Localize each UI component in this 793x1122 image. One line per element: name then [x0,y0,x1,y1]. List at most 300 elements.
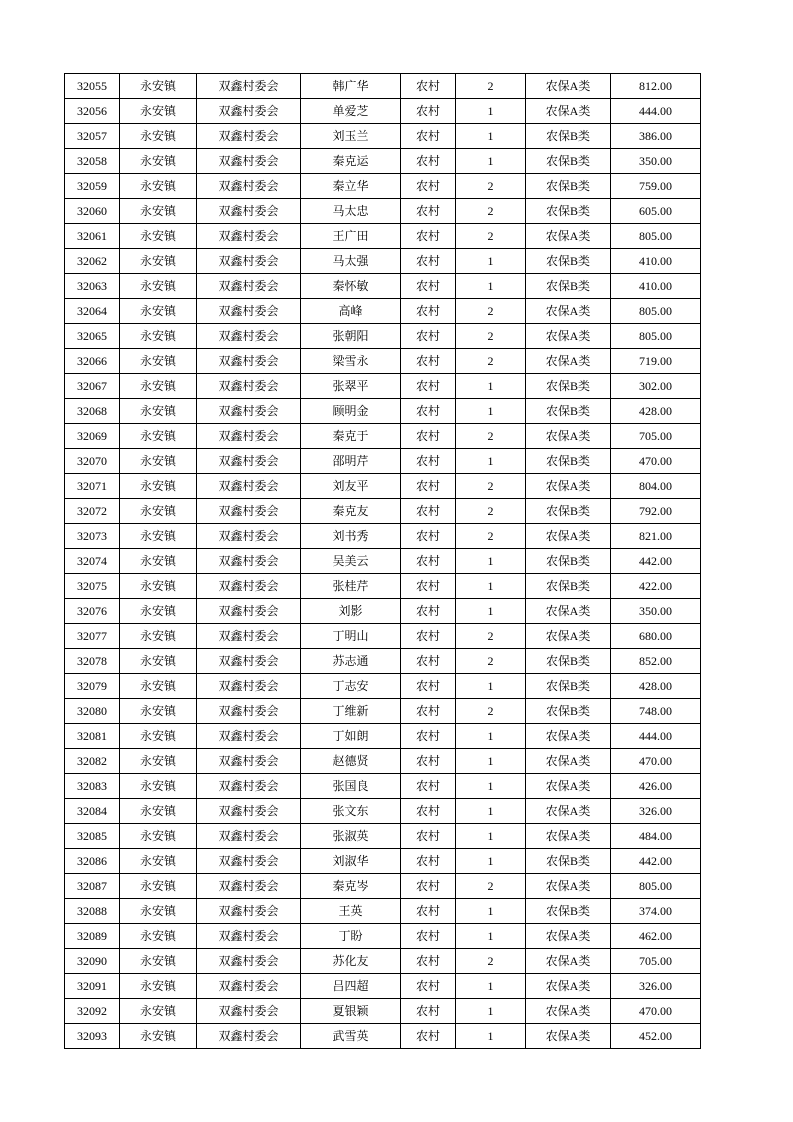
cell-village: 双鑫村委会 [197,324,301,349]
cell-town: 永安镇 [120,674,197,699]
cell-area_type: 农村 [401,249,456,274]
cell-id: 32067 [65,374,120,399]
cell-id: 32056 [65,99,120,124]
cell-name: 马太忠 [301,199,401,224]
cell-id: 32072 [65,499,120,524]
table-row [65,649,701,674]
table-row [65,949,701,974]
cell-town: 永安镇 [120,524,197,549]
cell-count: 1 [456,574,526,599]
table-row [65,174,701,199]
cell-name: 张翠平 [301,374,401,399]
cell-town: 永安镇 [120,449,197,474]
cell-amount: 759.00 [611,174,701,199]
cell-count: 1 [456,924,526,949]
cell-village: 双鑫村委会 [197,724,301,749]
cell-area_type: 农村 [401,99,456,124]
cell-amount: 748.00 [611,699,701,724]
cell-village: 双鑫村委会 [197,299,301,324]
table-row [65,674,701,699]
table-row [65,599,701,624]
cell-town: 永安镇 [120,924,197,949]
cell-count: 1 [456,124,526,149]
cell-village: 双鑫村委会 [197,99,301,124]
cell-town: 永安镇 [120,274,197,299]
table-row [65,124,701,149]
cell-count: 1 [456,374,526,399]
cell-amount: 719.00 [611,349,701,374]
cell-amount: 428.00 [611,674,701,699]
table-row [65,399,701,424]
table-row [65,974,701,999]
cell-area_type: 农村 [401,574,456,599]
cell-area_type: 农村 [401,399,456,424]
cell-village: 双鑫村委会 [197,549,301,574]
cell-count: 1 [456,549,526,574]
cell-area_type: 农村 [401,199,456,224]
cell-area_type: 农村 [401,499,456,524]
cell-category: 农保B类 [526,249,611,274]
cell-area_type: 农村 [401,749,456,774]
cell-category: 农保B类 [526,674,611,699]
cell-id: 32079 [65,674,120,699]
cell-count: 1 [456,1024,526,1049]
cell-area_type: 农村 [401,774,456,799]
cell-town: 永安镇 [120,174,197,199]
table-row [65,74,701,99]
cell-village: 双鑫村委会 [197,224,301,249]
cell-area_type: 农村 [401,624,456,649]
cell-area_type: 农村 [401,724,456,749]
cell-area_type: 农村 [401,299,456,324]
cell-area_type: 农村 [401,149,456,174]
cell-category: 农保B类 [526,399,611,424]
cell-town: 永安镇 [120,1024,197,1049]
cell-count: 2 [456,74,526,99]
cell-name: 苏志通 [301,649,401,674]
cell-area_type: 农村 [401,374,456,399]
cell-category: 农保B类 [526,549,611,574]
cell-id: 32062 [65,249,120,274]
cell-category: 农保A类 [526,999,611,1024]
cell-town: 永安镇 [120,974,197,999]
cell-category: 农保A类 [526,774,611,799]
cell-category: 农保A类 [526,749,611,774]
cell-id: 32088 [65,899,120,924]
cell-village: 双鑫村委会 [197,624,301,649]
cell-category: 农保A类 [526,324,611,349]
cell-category: 农保A类 [526,424,611,449]
cell-id: 32090 [65,949,120,974]
table-row [65,149,701,174]
cell-town: 永安镇 [120,349,197,374]
cell-category: 农保B类 [526,499,611,524]
cell-id: 32069 [65,424,120,449]
cell-town: 永安镇 [120,899,197,924]
cell-town: 永安镇 [120,724,197,749]
cell-name: 马太强 [301,249,401,274]
cell-name: 刘友平 [301,474,401,499]
cell-count: 2 [456,174,526,199]
cell-count: 1 [456,249,526,274]
cell-village: 双鑫村委会 [197,374,301,399]
cell-name: 韩广华 [301,74,401,99]
cell-area_type: 农村 [401,524,456,549]
cell-category: 农保B类 [526,174,611,199]
cell-amount: 484.00 [611,824,701,849]
cell-name: 刘淑华 [301,849,401,874]
cell-count: 2 [456,324,526,349]
cell-town: 永安镇 [120,424,197,449]
cell-area_type: 农村 [401,674,456,699]
cell-name: 王广田 [301,224,401,249]
cell-village: 双鑫村委会 [197,499,301,524]
cell-amount: 821.00 [611,524,701,549]
cell-area_type: 农村 [401,349,456,374]
cell-town: 永安镇 [120,749,197,774]
cell-village: 双鑫村委会 [197,574,301,599]
table-row [65,549,701,574]
cell-id: 32057 [65,124,120,149]
cell-name: 刘书秀 [301,524,401,549]
cell-village: 双鑫村委会 [197,249,301,274]
table-row [65,849,701,874]
cell-name: 刘影 [301,599,401,624]
cell-count: 2 [456,224,526,249]
cell-id: 32059 [65,174,120,199]
table-row [65,499,701,524]
table-row [65,724,701,749]
cell-amount: 444.00 [611,99,701,124]
cell-amount: 410.00 [611,249,701,274]
cell-amount: 302.00 [611,374,701,399]
cell-id: 32077 [65,624,120,649]
cell-category: 农保B类 [526,899,611,924]
cell-count: 1 [456,974,526,999]
cell-id: 32058 [65,149,120,174]
cell-category: 农保A类 [526,624,611,649]
cell-town: 永安镇 [120,474,197,499]
table-row [65,249,701,274]
table-row [65,299,701,324]
cell-amount: 470.00 [611,999,701,1024]
cell-village: 双鑫村委会 [197,524,301,549]
cell-count: 2 [456,649,526,674]
cell-id: 32091 [65,974,120,999]
cell-id: 32068 [65,399,120,424]
cell-village: 双鑫村委会 [197,999,301,1024]
cell-count: 2 [456,874,526,899]
cell-town: 永安镇 [120,799,197,824]
cell-id: 32087 [65,874,120,899]
cell-amount: 442.00 [611,849,701,874]
cell-village: 双鑫村委会 [197,674,301,699]
cell-area_type: 农村 [401,599,456,624]
cell-amount: 426.00 [611,774,701,799]
cell-name: 赵德贤 [301,749,401,774]
cell-amount: 374.00 [611,899,701,924]
cell-town: 永安镇 [120,224,197,249]
cell-name: 丁如朗 [301,724,401,749]
cell-area_type: 农村 [401,324,456,349]
cell-count: 2 [456,349,526,374]
table-row [65,624,701,649]
cell-name: 张国良 [301,774,401,799]
cell-amount: 350.00 [611,149,701,174]
cell-category: 农保A类 [526,824,611,849]
cell-area_type: 农村 [401,949,456,974]
cell-area_type: 农村 [401,974,456,999]
cell-category: 农保A类 [526,74,611,99]
cell-amount: 326.00 [611,799,701,824]
cell-area_type: 农村 [401,124,456,149]
cell-count: 1 [456,999,526,1024]
cell-count: 1 [456,799,526,824]
cell-town: 永安镇 [120,949,197,974]
table-row [65,899,701,924]
cell-town: 永安镇 [120,499,197,524]
cell-count: 1 [456,274,526,299]
table-row [65,199,701,224]
cell-category: 农保A类 [526,974,611,999]
cell-id: 32084 [65,799,120,824]
cell-area_type: 农村 [401,474,456,499]
cell-name: 王英 [301,899,401,924]
cell-area_type: 农村 [401,274,456,299]
cell-name: 秦克运 [301,149,401,174]
cell-count: 2 [456,624,526,649]
cell-id: 32055 [65,74,120,99]
cell-count: 1 [456,724,526,749]
cell-category: 农保B类 [526,449,611,474]
cell-category: 农保B类 [526,124,611,149]
cell-category: 农保A类 [526,474,611,499]
cell-name: 苏化友 [301,949,401,974]
cell-town: 永安镇 [120,199,197,224]
cell-village: 双鑫村委会 [197,274,301,299]
cell-name: 秦立华 [301,174,401,199]
table-row [65,449,701,474]
cell-count: 1 [456,824,526,849]
cell-village: 双鑫村委会 [197,824,301,849]
cell-count: 1 [456,99,526,124]
table-row [65,524,701,549]
cell-count: 2 [456,499,526,524]
cell-id: 32083 [65,774,120,799]
benefits-table [64,73,701,1049]
cell-id: 32082 [65,749,120,774]
cell-town: 永安镇 [120,874,197,899]
cell-id: 32064 [65,299,120,324]
cell-village: 双鑫村委会 [197,924,301,949]
cell-count: 1 [456,849,526,874]
table-row [65,699,701,724]
cell-category: 农保A类 [526,924,611,949]
cell-name: 夏银颖 [301,999,401,1024]
cell-amount: 852.00 [611,649,701,674]
cell-id: 32071 [65,474,120,499]
cell-village: 双鑫村委会 [197,774,301,799]
cell-amount: 452.00 [611,1024,701,1049]
cell-amount: 470.00 [611,749,701,774]
cell-town: 永安镇 [120,124,197,149]
cell-amount: 422.00 [611,574,701,599]
table-row [65,424,701,449]
cell-name: 秦怀敏 [301,274,401,299]
cell-count: 2 [456,299,526,324]
cell-amount: 705.00 [611,424,701,449]
cell-area_type: 农村 [401,424,456,449]
cell-village: 双鑫村委会 [197,449,301,474]
cell-amount: 442.00 [611,549,701,574]
cell-name: 顾明金 [301,399,401,424]
cell-category: 农保A类 [526,349,611,374]
cell-amount: 804.00 [611,474,701,499]
cell-count: 1 [456,774,526,799]
cell-name: 单爱芝 [301,99,401,124]
cell-category: 农保B类 [526,199,611,224]
cell-town: 永安镇 [120,999,197,1024]
cell-town: 永安镇 [120,299,197,324]
cell-category: 农保A类 [526,99,611,124]
cell-area_type: 农村 [401,999,456,1024]
table-row [65,749,701,774]
cell-name: 张淑英 [301,824,401,849]
cell-area_type: 农村 [401,224,456,249]
table-row [65,999,701,1024]
cell-amount: 326.00 [611,974,701,999]
cell-category: 农保A类 [526,599,611,624]
cell-name: 梁雪永 [301,349,401,374]
cell-id: 32076 [65,599,120,624]
cell-count: 2 [456,199,526,224]
cell-name: 刘玉兰 [301,124,401,149]
cell-village: 双鑫村委会 [197,599,301,624]
cell-amount: 805.00 [611,224,701,249]
cell-area_type: 农村 [401,874,456,899]
cell-amount: 350.00 [611,599,701,624]
table-row [65,574,701,599]
table-row [65,1024,701,1049]
cell-id: 32066 [65,349,120,374]
cell-id: 32085 [65,824,120,849]
cell-name: 武雪英 [301,1024,401,1049]
cell-count: 1 [456,399,526,424]
cell-village: 双鑫村委会 [197,799,301,824]
cell-town: 永安镇 [120,324,197,349]
cell-village: 双鑫村委会 [197,699,301,724]
cell-town: 永安镇 [120,849,197,874]
cell-name: 丁明山 [301,624,401,649]
cell-village: 双鑫村委会 [197,399,301,424]
cell-village: 双鑫村委会 [197,199,301,224]
cell-town: 永安镇 [120,249,197,274]
cell-town: 永安镇 [120,74,197,99]
cell-village: 双鑫村委会 [197,349,301,374]
table-row [65,799,701,824]
cell-name: 丁维新 [301,699,401,724]
cell-town: 永安镇 [120,399,197,424]
cell-id: 32061 [65,224,120,249]
cell-village: 双鑫村委会 [197,124,301,149]
cell-town: 永安镇 [120,574,197,599]
cell-amount: 428.00 [611,399,701,424]
cell-name: 吴美云 [301,549,401,574]
cell-id: 32093 [65,1024,120,1049]
cell-category: 农保A类 [526,224,611,249]
table-row [65,324,701,349]
cell-area_type: 农村 [401,924,456,949]
cell-name: 丁志安 [301,674,401,699]
table-row [65,274,701,299]
cell-town: 永安镇 [120,624,197,649]
cell-town: 永安镇 [120,99,197,124]
cell-id: 32060 [65,199,120,224]
cell-area_type: 农村 [401,899,456,924]
table-row [65,924,701,949]
cell-town: 永安镇 [120,149,197,174]
cell-id: 32074 [65,549,120,574]
cell-town: 永安镇 [120,699,197,724]
cell-village: 双鑫村委会 [197,899,301,924]
cell-category: 农保A类 [526,1024,611,1049]
cell-category: 农保A类 [526,524,611,549]
cell-amount: 705.00 [611,949,701,974]
cell-area_type: 农村 [401,549,456,574]
cell-name: 高峰 [301,299,401,324]
cell-area_type: 农村 [401,449,456,474]
cell-id: 32078 [65,649,120,674]
cell-id: 32075 [65,574,120,599]
cell-area_type: 农村 [401,174,456,199]
cell-town: 永安镇 [120,549,197,574]
table-row [65,474,701,499]
cell-count: 1 [456,149,526,174]
cell-area_type: 农村 [401,824,456,849]
cell-category: 农保B类 [526,849,611,874]
cell-category: 农保A类 [526,724,611,749]
cell-area_type: 农村 [401,849,456,874]
cell-area_type: 农村 [401,699,456,724]
cell-name: 张朝阳 [301,324,401,349]
cell-category: 农保B类 [526,149,611,174]
cell-count: 2 [456,524,526,549]
cell-town: 永安镇 [120,824,197,849]
cell-amount: 470.00 [611,449,701,474]
cell-id: 32073 [65,524,120,549]
cell-id: 32080 [65,699,120,724]
cell-id: 32065 [65,324,120,349]
cell-count: 2 [456,424,526,449]
cell-town: 永安镇 [120,649,197,674]
cell-amount: 805.00 [611,299,701,324]
table-row [65,374,701,399]
cell-name: 吕四超 [301,974,401,999]
cell-amount: 680.00 [611,624,701,649]
cell-amount: 812.00 [611,74,701,99]
cell-village: 双鑫村委会 [197,649,301,674]
cell-town: 永安镇 [120,374,197,399]
cell-category: 农保A类 [526,799,611,824]
cell-name: 张文东 [301,799,401,824]
document-sheet [64,73,701,1049]
cell-id: 32089 [65,924,120,949]
cell-count: 1 [456,749,526,774]
cell-category: 农保B类 [526,699,611,724]
cell-village: 双鑫村委会 [197,1024,301,1049]
cell-amount: 605.00 [611,199,701,224]
table-row [65,874,701,899]
